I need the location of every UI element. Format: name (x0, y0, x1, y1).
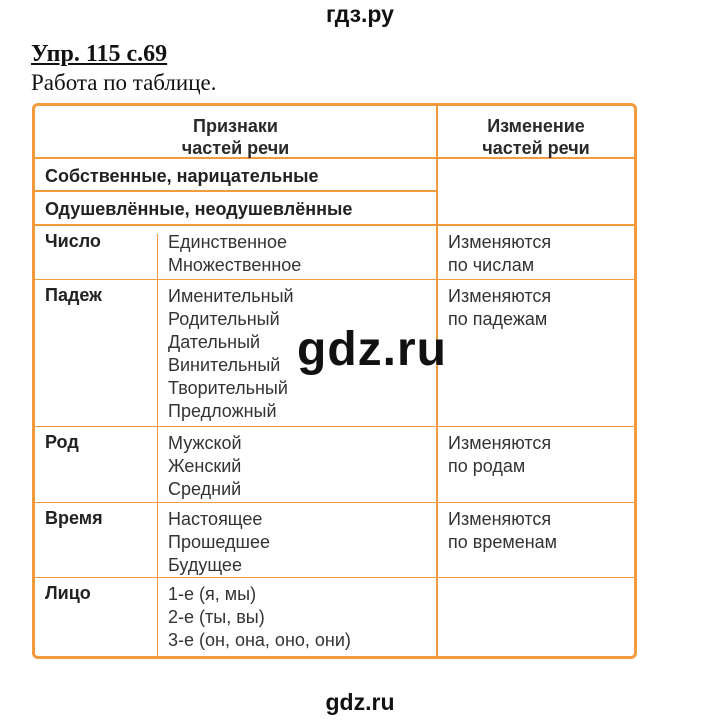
value-item: Мужской (168, 433, 242, 453)
exercise-subtitle: Работа по таблице. (31, 70, 217, 95)
row-change-person-empty (438, 578, 634, 583)
value-item: Средний (168, 479, 242, 499)
change-item: по числам (448, 255, 535, 275)
value-item: Настоящее (168, 509, 263, 529)
row-change-case (438, 280, 634, 331)
value-item: Дательный (168, 332, 261, 352)
value-item: 1-е (я, мы) (168, 584, 257, 604)
row-values-person (158, 578, 436, 652)
exercise-title: Упр. 115 с.69 (31, 41, 168, 67)
value-item: Родительный (168, 309, 280, 329)
change-item: Изменяются (448, 509, 552, 529)
value-item: Творительный (168, 378, 288, 398)
change-item: Изменяются (448, 433, 552, 453)
row-label-gender: Род (45, 432, 79, 452)
change-item: по временам (448, 532, 558, 552)
row-values-number (158, 226, 436, 277)
value-item: 3-е (он, она, оно, они) (168, 630, 351, 650)
value-item: 2-е (ты, вы) (168, 607, 265, 627)
value-item: Множественное (168, 255, 302, 275)
row-label-number: Число (45, 231, 101, 251)
row-label-tense: Время (45, 508, 103, 528)
band-proper-common: Собственные, нарицательные (45, 166, 319, 186)
row-change-tense (438, 503, 634, 554)
row-label-case: Падеж (45, 285, 102, 305)
row-label-person: Лицо (45, 583, 91, 603)
change-item: по падежам (448, 309, 548, 329)
value-item: Единственное (168, 232, 288, 252)
value-item: Прошедшее (168, 532, 270, 552)
row-change-gender (438, 427, 634, 478)
value-item: Женский (168, 456, 242, 476)
change-item: по родам (448, 456, 526, 476)
site-footer-text: gdz.ru (325, 689, 395, 715)
value-item: Именительный (168, 286, 294, 306)
watermark-text: gdz.ru (297, 323, 447, 376)
divider-col-change (436, 106, 438, 656)
header-features: Признаки частей речи (181, 116, 290, 158)
parts-of-speech-table (32, 103, 637, 659)
change-item: Изменяются (448, 286, 552, 306)
site-header-text: гдз.ру (326, 1, 394, 27)
row-values-tense (158, 503, 436, 577)
row-values-gender (158, 427, 436, 501)
band-animate-inanimate: Одушевлённые, неодушевлённые (45, 199, 353, 219)
row-change-number (438, 226, 634, 277)
value-item: Винительный (168, 355, 281, 375)
value-item: Предложный (168, 401, 277, 421)
value-item: Будущее (168, 555, 242, 575)
change-item: Изменяются (448, 232, 552, 252)
header-change: Изменение частей речи (482, 116, 590, 158)
